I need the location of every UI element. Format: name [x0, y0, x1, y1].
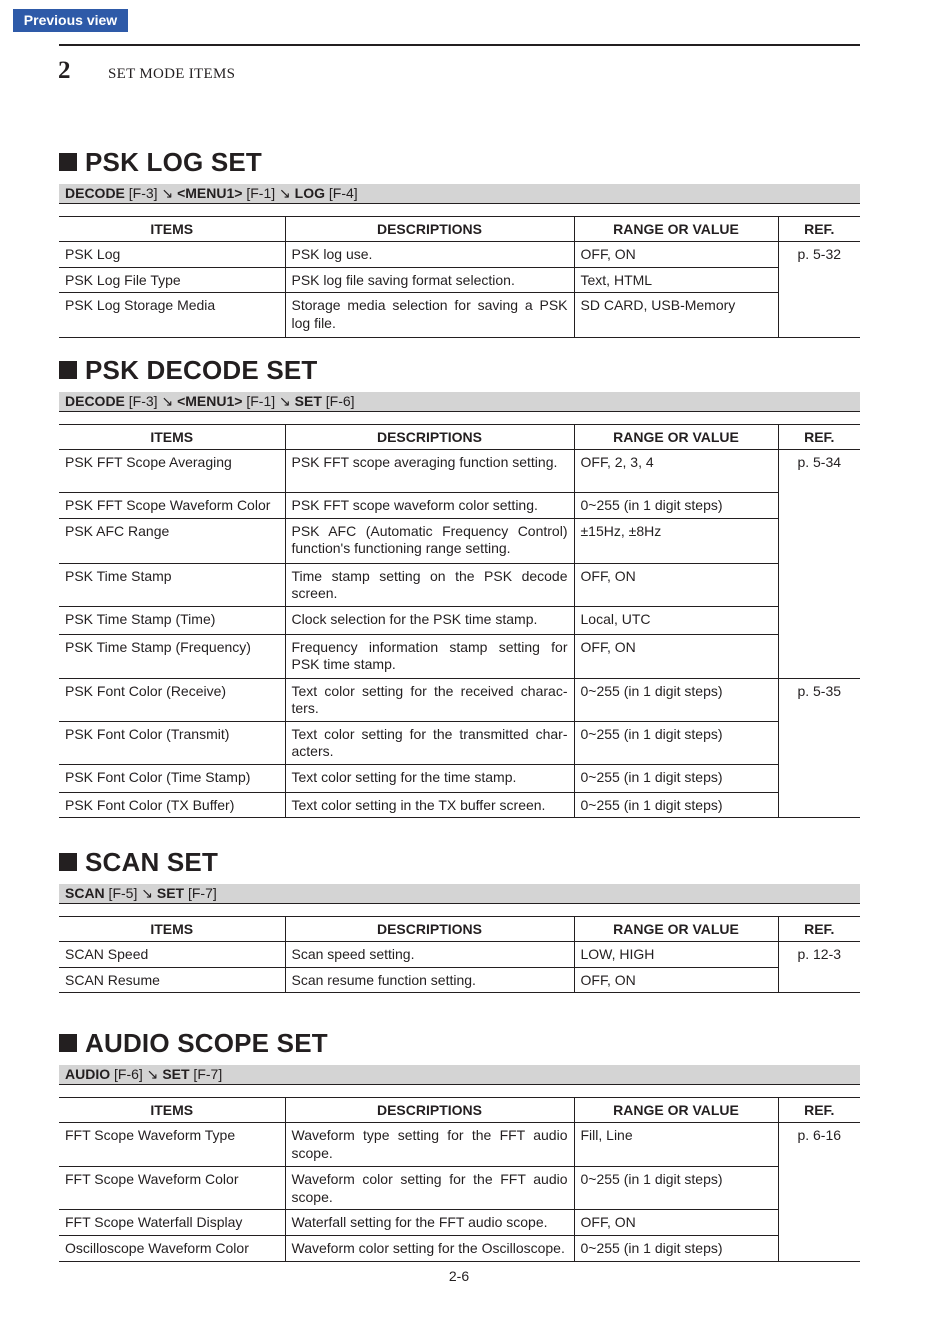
menu-path-key: <MENU1> [177, 393, 243, 409]
range-cell: 0~255 (in 1 digit steps) [574, 678, 778, 721]
section-heading [59, 355, 860, 385]
item-cell: PSK Font Color (Time Stamp) [59, 764, 285, 792]
column-header-items: ITEMS [59, 217, 285, 242]
menu-path-sep: [F-1] ↘ [242, 393, 295, 409]
ref-cell: p. 5-35 [778, 678, 860, 818]
column-header-items: ITEMS [59, 425, 285, 450]
item-cell: FFT Scope Waveform Type [59, 1123, 285, 1167]
table-row [59, 792, 860, 818]
ref-cell: p. 12-3 [778, 942, 860, 993]
menu-path-key: <MENU1> [177, 185, 243, 201]
menu-path [59, 184, 860, 204]
ref-cell: p. 5-34 [778, 450, 860, 679]
previous-view-button[interactable]: Previous view [13, 9, 128, 32]
column-header-ref: REF. [778, 917, 860, 942]
header-rule [59, 44, 860, 46]
settings-table [59, 216, 860, 338]
table-row [59, 606, 860, 634]
column-header-range-or-value: RANGE OR VALUE [574, 917, 778, 942]
menu-path-key: SET [156, 885, 185, 901]
item-cell: Oscilloscope Waveform Color [59, 1235, 285, 1261]
description-cell: Waveform type setting for the FFT audio scope. [285, 1123, 574, 1167]
range-cell: SD CARD, USB-Memory [574, 293, 778, 338]
description-cell: Text color setting in the TX buffer screen. [285, 792, 574, 818]
square-bullet-icon [59, 1034, 77, 1052]
table-row [59, 493, 860, 519]
range-cell: 0~255 (in 1 digit steps) [574, 493, 778, 519]
range-cell: 0~255 (in 1 digit steps) [574, 1167, 778, 1210]
table-row [59, 293, 860, 338]
description-cell: Scan resume function setting. [285, 967, 574, 993]
table-header-row [59, 425, 860, 450]
item-cell: PSK Font Color (Receive) [59, 678, 285, 721]
menu-path [59, 1065, 860, 1085]
settings-table [59, 424, 860, 818]
table-header-row [59, 217, 860, 242]
section-psk-decode-set [59, 355, 860, 818]
description-cell: PSK FFT scope averaging function setting. [285, 450, 574, 493]
menu-path-key: LOG [294, 185, 325, 201]
range-cell: 0~255 (in 1 digit steps) [574, 764, 778, 792]
description-cell: Waterfall setting for the FFT audio scope. [285, 1210, 574, 1236]
item-cell: PSK Font Color (TX Buffer) [59, 792, 285, 818]
menu-path [59, 884, 860, 904]
range-cell: 0~255 (in 1 digit steps) [574, 721, 778, 764]
column-header-descriptions: DESCRIPTIONS [285, 217, 574, 242]
section-heading [59, 1028, 860, 1058]
settings-table [59, 1097, 860, 1262]
menu-path-key: SCAN [65, 885, 105, 901]
range-cell: OFF, ON [574, 634, 778, 678]
menu-path [59, 392, 860, 412]
menu-path-sep: [F-3] ↘ [124, 185, 178, 201]
item-cell: SCAN Speed [59, 942, 285, 968]
table-row [59, 634, 860, 678]
description-cell: Text color setting for the received charac-ters. [285, 678, 574, 721]
description-cell: PSK log use. [285, 242, 574, 268]
square-bullet-icon [59, 853, 77, 871]
menu-path-sep: [F-5] ↘ [104, 885, 157, 901]
item-cell: PSK Log Storage Media [59, 293, 285, 338]
item-cell: PSK Time Stamp (Time) [59, 606, 285, 634]
column-header-ref: REF. [778, 1098, 860, 1123]
section-heading [59, 847, 860, 877]
ref-cell: p. 5-32 [778, 242, 860, 338]
section-scan-set [59, 847, 860, 993]
table-row [59, 967, 860, 993]
menu-path-sep: [F-4] [324, 185, 358, 201]
column-header-descriptions: DESCRIPTIONS [285, 917, 574, 942]
description-cell: Waveform color setting for the Oscilloscope. [285, 1235, 574, 1261]
menu-path-key: SET [162, 1066, 190, 1082]
section-title: SCAN SET [85, 846, 219, 877]
table-row [59, 1210, 860, 1236]
description-cell: PSK FFT scope waveform color setting. [285, 493, 574, 519]
column-header-items: ITEMS [59, 1098, 285, 1123]
range-cell: OFF, ON [574, 1210, 778, 1236]
range-cell: 0~255 (in 1 digit steps) [574, 792, 778, 818]
table-row [59, 1123, 860, 1167]
ref-cell: p. 6-16 [778, 1123, 860, 1262]
description-cell: Time stamp setting on the PSK decode screen. [285, 563, 574, 606]
menu-path-sep: [F-7] [189, 1066, 223, 1082]
range-cell: Fill, Line [574, 1123, 778, 1167]
item-cell: PSK FFT Scope Averaging [59, 450, 285, 493]
menu-path-sep: [F-7] [184, 885, 217, 901]
description-cell: Text color setting for the time stamp. [285, 764, 574, 792]
description-cell: Waveform color setting for the FFT audio scope. [285, 1167, 574, 1210]
description-cell: Scan speed setting. [285, 942, 574, 968]
menu-path-sep: [F-3] ↘ [124, 393, 178, 409]
table-row [59, 450, 860, 493]
section-title: PSK DECODE SET [85, 354, 318, 385]
column-header-range-or-value: RANGE OR VALUE [574, 217, 778, 242]
square-bullet-icon [59, 153, 77, 171]
column-header-items: ITEMS [59, 917, 285, 942]
menu-path-key: AUDIO [65, 1066, 111, 1082]
table-header-row [59, 917, 860, 942]
table-row [59, 1235, 860, 1261]
description-cell: Storage media selection for saving a PSK log file. [285, 293, 574, 338]
item-cell: FFT Scope Waterfall Display [59, 1210, 285, 1236]
section-psk-log-set [59, 147, 860, 338]
range-cell: OFF, ON [574, 967, 778, 993]
item-cell: FFT Scope Waveform Color [59, 1167, 285, 1210]
table-row [59, 678, 860, 721]
column-header-range-or-value: RANGE OR VALUE [574, 425, 778, 450]
range-cell: OFF, ON [574, 242, 778, 268]
range-cell: OFF, 2, 3, 4 [574, 450, 778, 493]
column-header-descriptions: DESCRIPTIONS [285, 1098, 574, 1123]
menu-path-key: DECODE [65, 185, 125, 201]
description-cell: PSK log file saving format selection. [285, 267, 574, 293]
item-cell: PSK Log [59, 242, 285, 268]
chapter-title: SET MODE ITEMS [108, 66, 236, 82]
menu-path-sep: [F-6] ↘ [110, 1066, 163, 1082]
menu-path-sep: [F-1] ↘ [242, 185, 295, 201]
section-heading [59, 147, 860, 177]
section-title: PSK LOG SET [85, 146, 263, 177]
description-cell: PSK AFC (Automatic Frequency Control) function's functioning range setting. [285, 518, 574, 563]
table-row [59, 1167, 860, 1210]
range-cell: ±15Hz, ±8Hz [574, 518, 778, 563]
description-cell: Frequency information stamp setting for PSK time stamp. [285, 634, 574, 678]
range-cell: Local, UTC [574, 606, 778, 634]
settings-table [59, 916, 860, 993]
column-header-ref: REF. [778, 425, 860, 450]
section-audio-scope-set [59, 1028, 860, 1262]
table-row [59, 721, 860, 764]
item-cell: PSK Time Stamp (Frequency) [59, 634, 285, 678]
item-cell: PSK Time Stamp [59, 563, 285, 606]
menu-path-sep: [F-6] [321, 393, 355, 409]
page-number: 2-6 [448, 1268, 470, 1284]
table-header-row [59, 1098, 860, 1123]
description-cell: Text color setting for the transmitted char-acters. [285, 721, 574, 764]
table-row [59, 764, 860, 792]
item-cell: SCAN Resume [59, 967, 285, 993]
column-header-descriptions: DESCRIPTIONS [285, 425, 574, 450]
range-cell: LOW, HIGH [574, 942, 778, 968]
column-header-ref: REF. [778, 217, 860, 242]
range-cell: 0~255 (in 1 digit steps) [574, 1235, 778, 1261]
menu-path-key: DECODE [65, 393, 125, 409]
range-cell: Text, HTML [574, 267, 778, 293]
column-header-range-or-value: RANGE OR VALUE [574, 1098, 778, 1123]
menu-path-key: SET [294, 393, 322, 409]
range-cell: OFF, ON [574, 563, 778, 606]
item-cell: PSK Log File Type [59, 267, 285, 293]
chapter-number: 2 [58, 57, 71, 84]
table-row [59, 267, 860, 293]
table-row [59, 563, 860, 606]
item-cell: PSK AFC Range [59, 518, 285, 563]
description-cell: Clock selection for the PSK time stamp. [285, 606, 574, 634]
table-row [59, 942, 860, 968]
square-bullet-icon [59, 361, 77, 379]
item-cell: PSK FFT Scope Waveform Color [59, 493, 285, 519]
table-row [59, 518, 860, 563]
item-cell: PSK Font Color (Transmit) [59, 721, 285, 764]
section-title: AUDIO SCOPE SET [85, 1027, 328, 1058]
table-row [59, 242, 860, 268]
